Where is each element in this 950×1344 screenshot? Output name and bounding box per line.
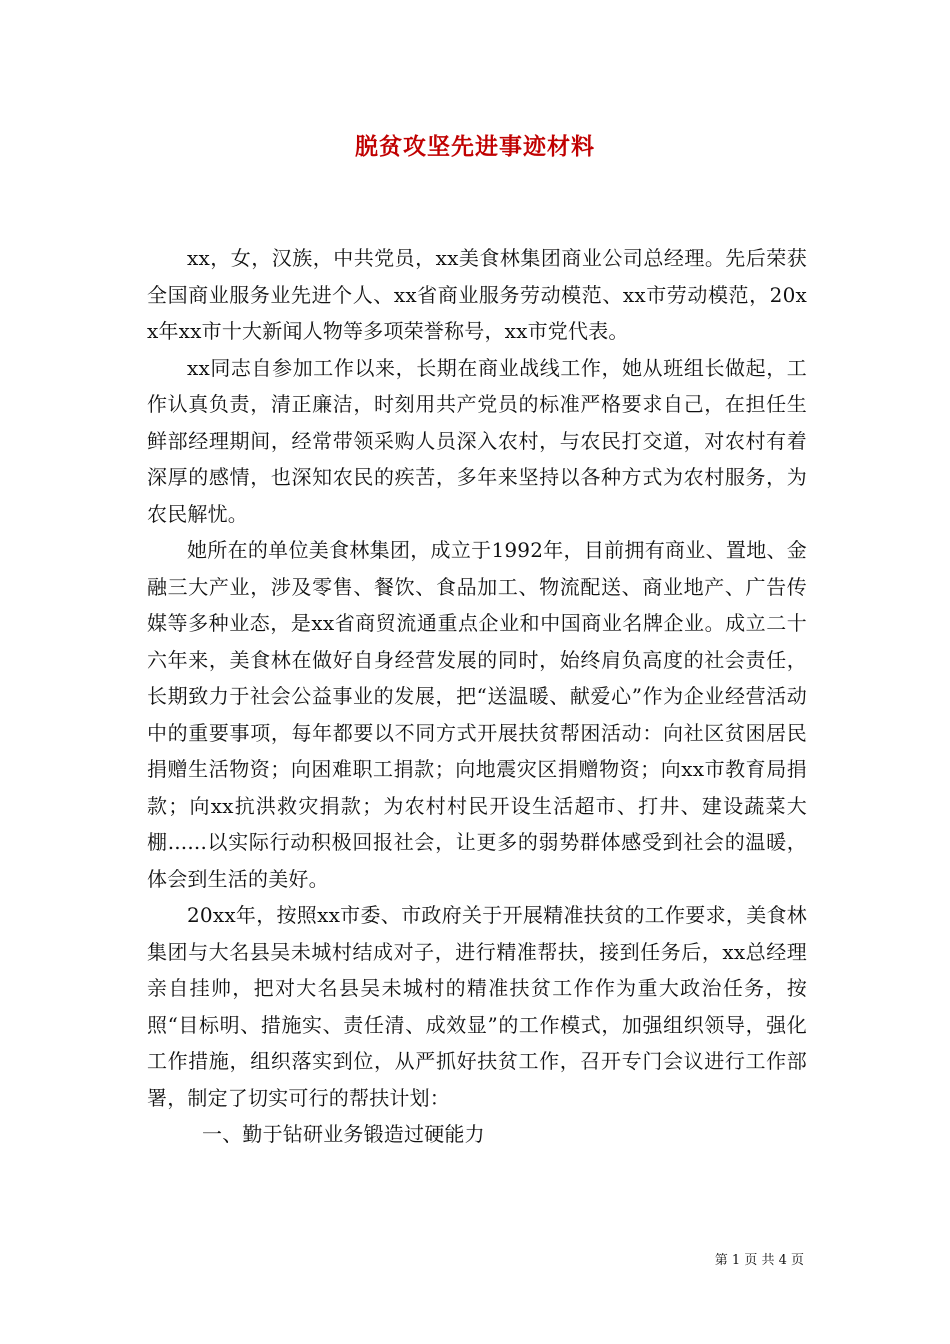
document-title: 脱贫攻坚先进事迹材料	[355, 133, 595, 160]
paragraph-profile: xx，女，汉族，中共党员，xx美食林集团商业公司总经理。先后荣获全国商业服务业先进个人、xx省商业服务劳动模范、xx市劳动模范，20xx年xx市十大新闻人物等多项荣誉称号，xx市党代表。	[147, 246, 807, 343]
paragraph-poverty-alleviation: 20xx年，按照xx市委、市政府关于开展精准扶贫的工作要求，美食林集团与大名县吴未城村结成对子，进行精准帮扶，接到任务后，xx总经理亲自挂帅，把对大名县吴未城村的精准扶贫工作作为重大政治任务，按照“目标明、措施实、责任清、成效显”的工作模式，加强组织领导，强化工作措施，组织落实到位，从严抓好扶贫工作，召开专门会议进行工作部署，制定了切实可行的帮扶计划：	[147, 903, 807, 1110]
section-heading: 一、勤于钻研业务锻造过硬能力	[202, 1122, 485, 1146]
page-number-footer: 第 1 页 共 4 页	[714, 1253, 804, 1268]
document-body	[147, 240, 807, 1153]
paragraph-career: xx同志自参加工作以来，长期在商业战线工作，她从班组长做起，工作认真负责，清正廉洁，时刻用共产党员的标准严格要求自己，在担任生鲜部经理期间，经常带领采购人员深入农村，与农民打交道，对农村有着深厚的感情，也深知农民的疾苦，多年来坚持以各种方式为农村服务，为农民解忧。	[147, 355, 807, 526]
paragraph-company: 她所在的单位美食林集团，成立于1992年，目前拥有商业、置地、金融三大产业，涉及零售、餐饮、食品加工、物流配送、商业地产、广告传媒等多种业态，是xx省商贸流通重点企业和中国商业名牌企业。成立二十六年来，美食林在做好自身经营发展的同时，始终肩负高度的社会责任，长期致力于社会公益事业的发展，把“送温暖、献爱心”作为企业经营活动中的重要事项，每年都要以不同方式开展扶贫帮困活动：向社区贫困居民捐赠生活物资；向困难职工捐款；向地震灾区捐赠物资；向xx市教育局捐款；向xx抗洪救灾捐款；为农村村民开设生活超市、打井、建设蔬菜大棚......以实际行动积极回报社会，让更多的弱势群体感受到社会的温暖，体会到生活的美好。	[147, 538, 807, 891]
